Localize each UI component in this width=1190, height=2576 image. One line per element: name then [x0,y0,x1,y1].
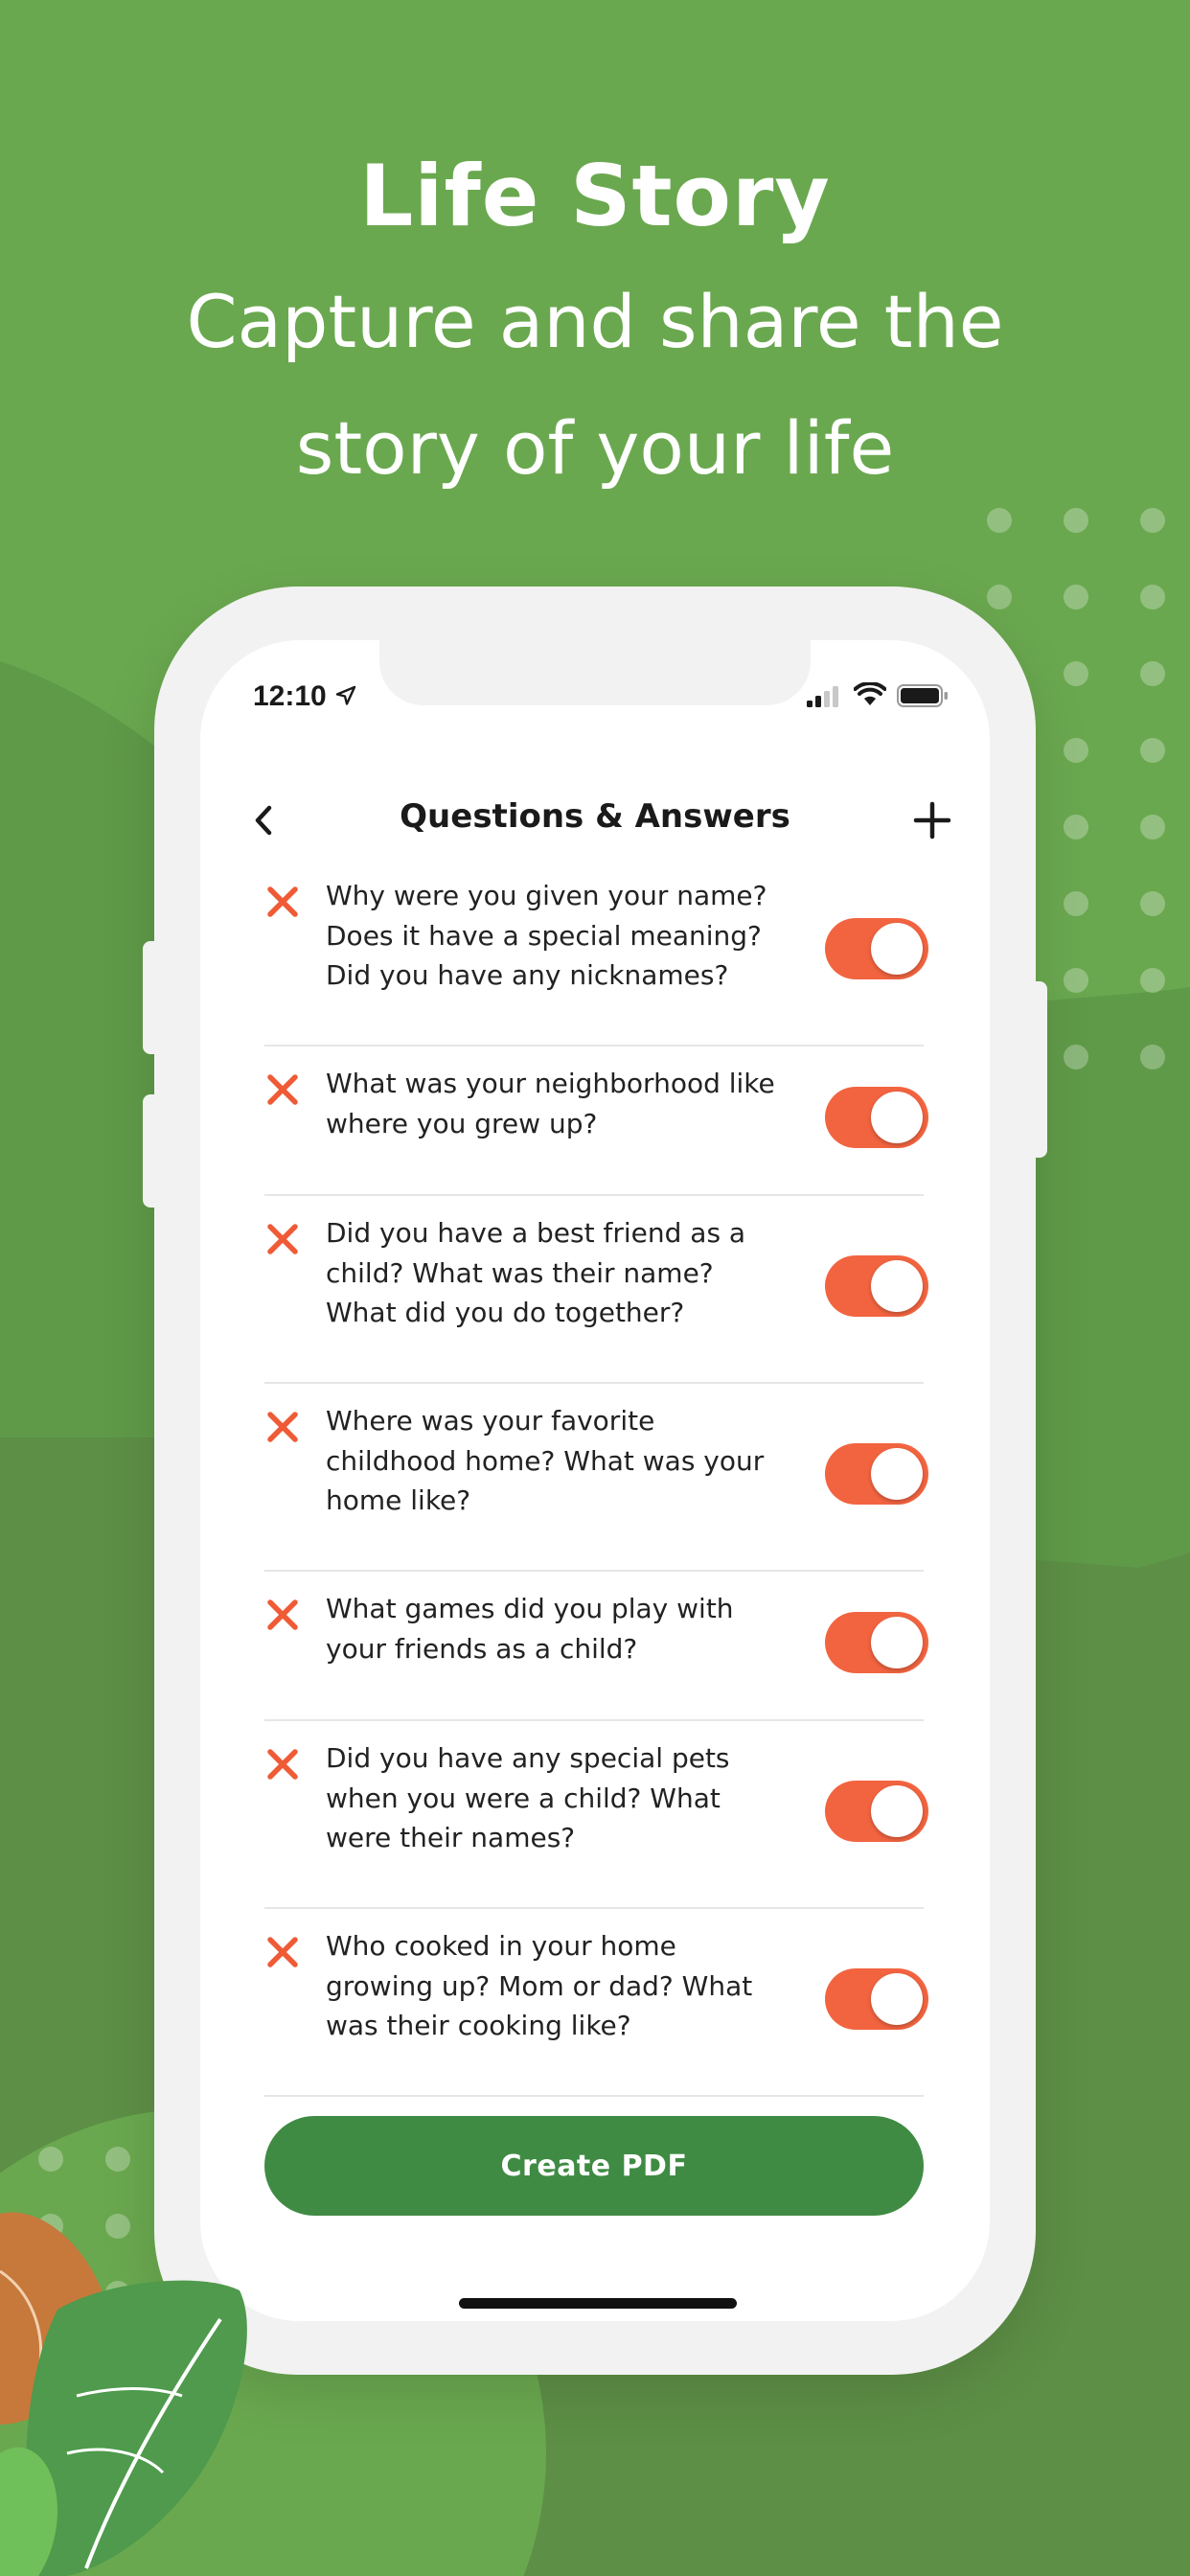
question-line: Did you have a best friend as a [326,1217,746,1249]
toggle-knob [871,1260,923,1312]
question-line: were their names? [326,1822,576,1853]
question-text [326,1738,814,1858]
question-line: What was your neighborhood like [326,1068,775,1099]
question-line: growing up? Mom or dad? What [326,1969,753,2002]
toggle-knob [871,1448,923,1500]
create-pdf-button[interactable]: Create PDF [264,2116,924,2216]
status-bar [200,640,990,746]
plus-icon [913,801,951,840]
decor-dot [987,585,1012,610]
delete-icon[interactable] [264,1071,301,1108]
delete-icon[interactable] [264,1409,301,1445]
question-text [326,1589,814,1668]
toggle-knob [871,923,923,975]
decor-dot [1140,661,1165,686]
phone-screen [200,640,990,2321]
battery-icon [897,684,949,707]
question-line: Did you have any nicknames? [326,959,729,991]
decor-dot [1140,891,1165,916]
question-text [326,1401,814,1521]
question-line: your friends as a child? [326,1632,638,1665]
promo-subtitle-line-1: Capture and share the [186,279,1004,364]
question-row [264,1196,924,1384]
decor-dot [1140,815,1165,840]
toggle-knob [871,1617,923,1668]
toggle-knob [871,1092,923,1143]
decor-dot [1064,968,1088,993]
promo-title: Life Story [359,147,831,245]
include-toggle[interactable] [825,918,928,979]
navigation-bar [200,784,990,861]
delete-icon[interactable] [264,884,301,920]
question-line: when you were a child? What [326,1782,721,1814]
home-indicator [459,2298,737,2309]
include-toggle[interactable] [825,1087,928,1148]
question-line: Where was your favorite [326,1405,655,1437]
question-line: Why were you given your name? [326,880,767,911]
include-toggle[interactable] [825,1612,928,1673]
question-line: What games did you play with [326,1593,734,1624]
question-line: childhood home? What was your [326,1444,765,1477]
decor-dot [1140,585,1165,610]
question-line: Does it have a special meaning? [326,919,762,952]
signal-icon [807,686,841,707]
question-list [200,859,990,2097]
toggle-knob [871,1785,923,1837]
include-toggle[interactable] [825,1968,928,2030]
location-arrow-icon [334,684,357,707]
decor-dot [1064,815,1088,840]
decor-dot [1140,968,1165,993]
question-line: Who cooked in your home [326,1930,676,1962]
leaf-decoration [0,2166,307,2576]
question-line: home like? [326,1484,471,1516]
include-toggle[interactable] [825,1443,928,1505]
decor-dot [1064,1045,1088,1070]
volume-up-button [143,941,164,1054]
delete-icon[interactable] [264,1597,301,1633]
decor-dot [1064,891,1088,916]
question-line: where you grew up? [326,1107,598,1139]
decor-dot [1064,585,1088,610]
question-row [264,1721,924,1909]
wifi-icon [854,682,886,707]
question-text [326,1926,814,2046]
promo-headline [0,134,1190,512]
question-row [264,1046,924,1196]
delete-icon[interactable] [264,1221,301,1257]
add-question-button[interactable] [909,797,955,843]
question-text [326,1213,814,1333]
question-row [264,1384,924,1572]
volume-down-button [143,1094,164,1208]
status-time: 12:10 [253,680,327,712]
question-row [264,1572,924,1721]
power-button [1026,981,1047,1158]
question-text [326,1064,814,1143]
question-line: Did you have any special pets [326,1742,730,1774]
question-line: What did you do together? [326,1297,685,1328]
question-row [264,859,924,1046]
decor-dot [1140,1045,1165,1070]
question-text [326,876,814,996]
promo-subtitle-line-2: story of your life [295,405,895,491]
decor-dot [1064,738,1088,763]
question-line: child? What was their name? [326,1256,714,1289]
toggle-knob [871,1973,923,2025]
decor-dot [1140,738,1165,763]
page-title: Questions & Answers [400,797,790,836]
decor-dot [1064,661,1088,686]
include-toggle[interactable] [825,1781,928,1842]
question-row [264,1909,924,2097]
phone-frame [154,586,1036,2375]
include-toggle[interactable] [825,1255,928,1317]
delete-icon[interactable] [264,1746,301,1782]
delete-icon[interactable] [264,1934,301,1970]
question-line: was their cooking like? [326,2010,631,2041]
